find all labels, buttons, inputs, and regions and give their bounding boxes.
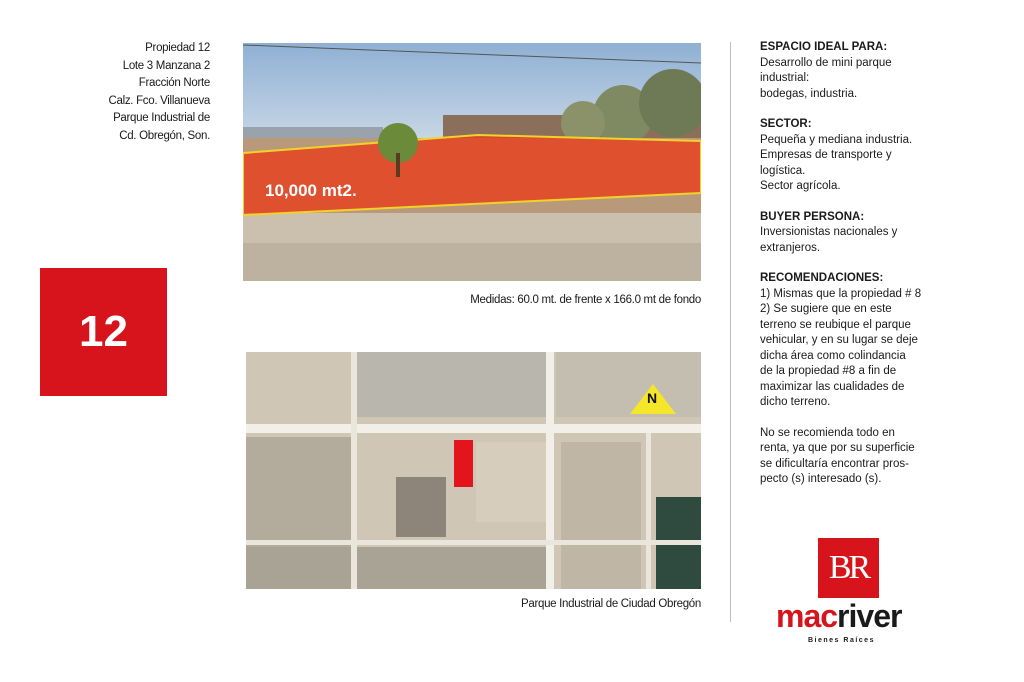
recommendations-section (760, 271, 960, 411)
section-line: Empresas de transporte y (760, 149, 892, 161)
section-line: 1) Mismas que la propiedad # 8 (760, 287, 922, 300)
address-line: Fracción Norte (138, 77, 210, 89)
section-line: vehicular, y en su lugar se deje (760, 334, 918, 346)
section-line: industrial: (760, 72, 810, 84)
lot-area-label: 10,000 mt2. (265, 181, 357, 200)
property-address (60, 40, 210, 145)
property-number-badge (40, 268, 167, 396)
brand-river: river (837, 598, 902, 634)
address-line: Propiedad 12 (145, 42, 210, 54)
section-line: Desarrollo de mini parque (760, 56, 892, 69)
brand-tagline: Bienes Raíces (808, 637, 875, 644)
info-column (760, 40, 960, 503)
buyer-persona-section (760, 210, 960, 257)
section-heading: BUYER PERSONA: (760, 210, 865, 223)
address-line: Calz. Fco. Villanueva (108, 94, 210, 107)
section-line: maximizar las cualidades de (760, 380, 905, 393)
section-line: de la propiedad #8 a fin de (760, 365, 897, 377)
section-heading: RECOMENDACIONES: (760, 272, 884, 284)
address-line: Cd. Obregón, Son. (119, 129, 210, 142)
address-line: Parque Industrial de (113, 112, 210, 124)
lot-photo (243, 43, 701, 281)
dimensions-caption: Medidas: 60.0 mt. de frente x 166.0 mt de fondo (470, 294, 701, 306)
section-line: Inversionistas nacionales y (760, 226, 898, 238)
section-line: No se recomienda todo en (760, 426, 895, 439)
north-label: N (647, 390, 658, 406)
note-section (760, 426, 960, 488)
aerial-map-image (246, 352, 701, 589)
macriver-logo (776, 538, 926, 648)
section-heading: SECTOR: (760, 118, 812, 130)
address-line: Lote 3 Manzana 2 (122, 59, 210, 72)
ideal-use-section (760, 40, 960, 102)
lot-marker (454, 440, 473, 487)
brand-name (776, 598, 901, 635)
section-line: dicho terreno. (760, 396, 831, 408)
map-caption: Parque Industrial de Ciudad Obregón (520, 598, 701, 610)
sector-section (760, 117, 960, 195)
section-line: Pequeña y mediana industria. (760, 133, 913, 146)
section-line: dicha área como colindancia (760, 349, 906, 362)
section-line: renta, ya que por su superficie (760, 442, 915, 454)
column-divider (730, 42, 731, 622)
logo-monogram (818, 538, 879, 598)
section-line: bodegas, industria. (760, 87, 858, 100)
brand-mac: mac (776, 598, 838, 634)
section-line: logística. (760, 164, 806, 177)
lot-photo-image (243, 43, 701, 281)
section-line: 2) Se sugiere que en este (760, 303, 892, 315)
section-line: extranjeros. (760, 241, 821, 254)
section-line: pecto (s) interesado (s). (760, 473, 882, 485)
aerial-map (246, 352, 701, 589)
section-line: Sector agrícola. (760, 180, 841, 192)
property-number: 12 (79, 307, 128, 356)
section-heading: ESPACIO IDEAL PARA: (760, 41, 888, 53)
section-line: terreno se reubique el parque (760, 318, 911, 331)
section-line: se dificultaría encontrar pros- (760, 457, 909, 470)
logo-monogram-text: BR (828, 549, 869, 586)
